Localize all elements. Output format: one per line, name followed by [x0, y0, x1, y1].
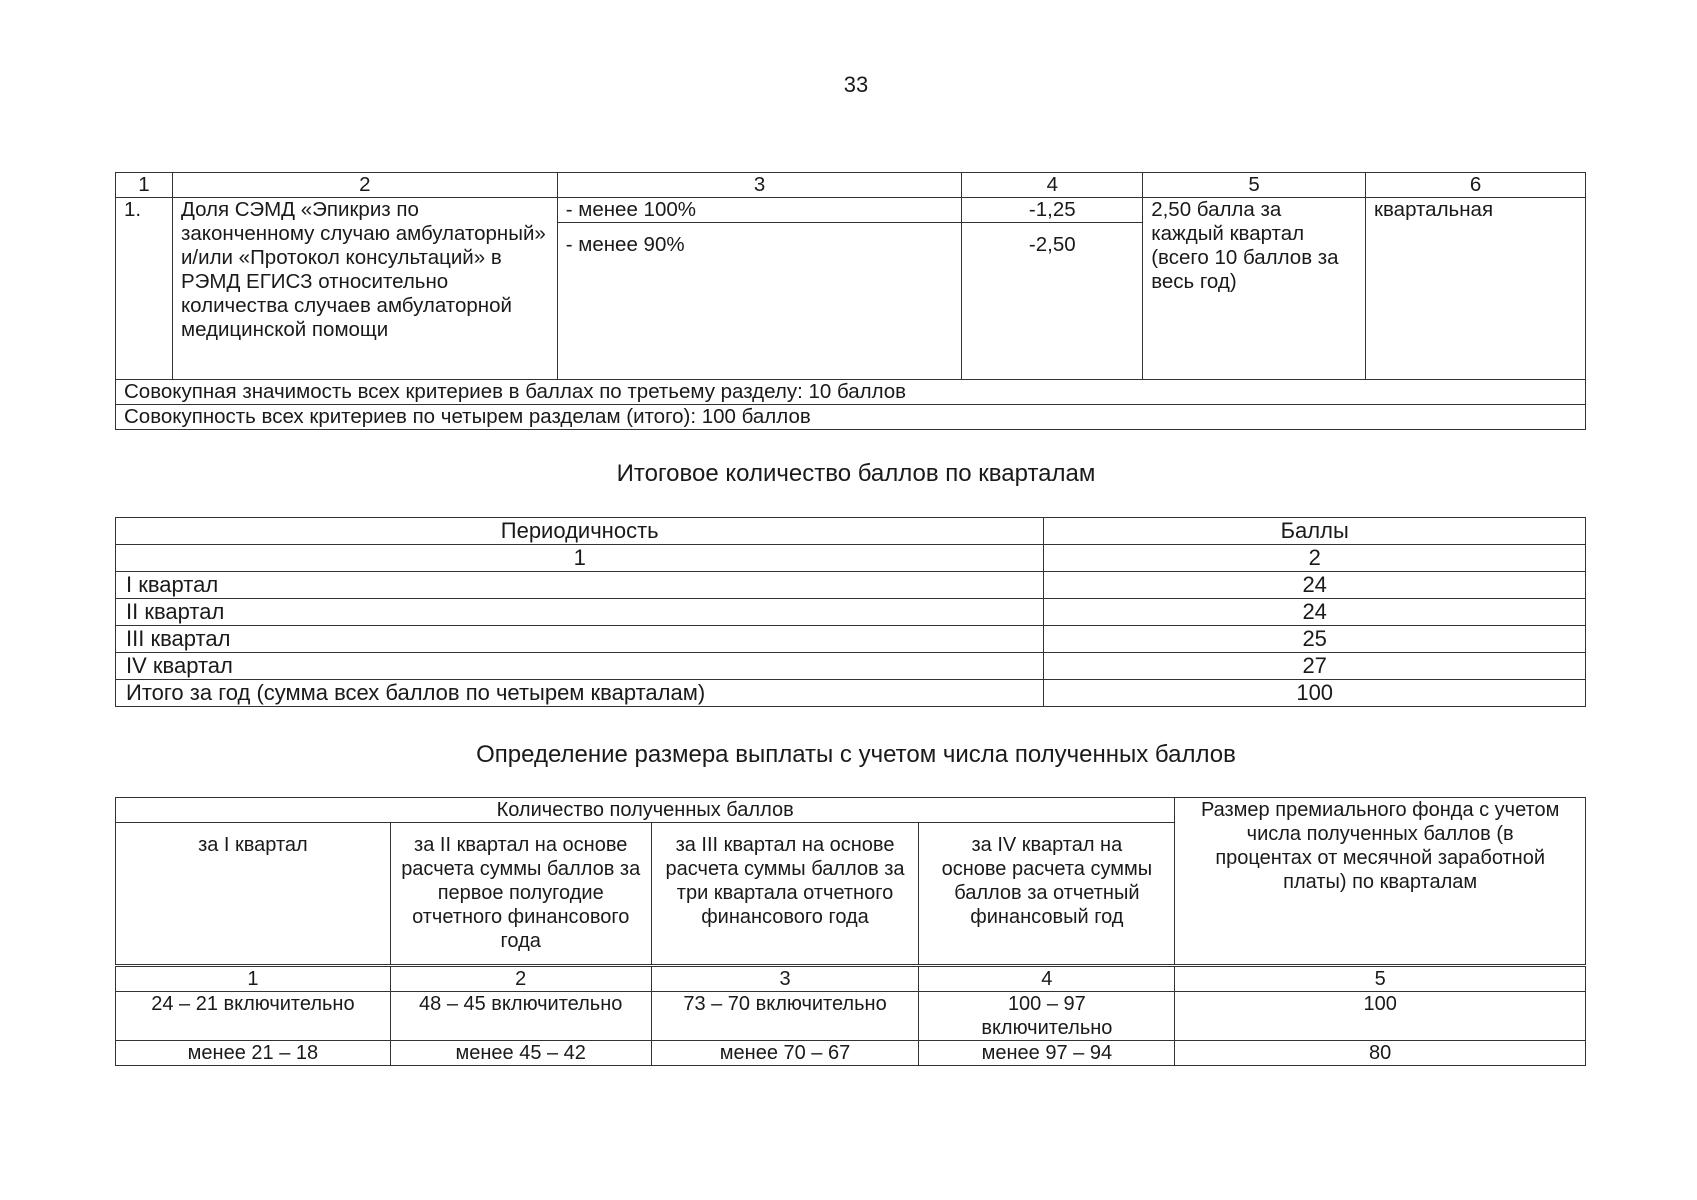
- column-number-row: [116, 966, 1586, 992]
- periodicity-header: Периодичность: [116, 518, 1044, 545]
- table-header-row: [116, 518, 1586, 545]
- summary-row: [116, 405, 1586, 430]
- table-row: [116, 992, 1586, 1041]
- col-number: 5: [1143, 173, 1366, 198]
- table-row: [116, 653, 1586, 680]
- quarterly-points-table: [115, 517, 1586, 707]
- col-number: 4: [919, 966, 1175, 992]
- quarter-label: I квартал: [116, 572, 1044, 599]
- col-number: 6: [1366, 173, 1586, 198]
- quarterly-points-title: Итоговое количество баллов по кварталам: [616, 460, 1096, 487]
- fund-percent: 80: [1175, 1041, 1586, 1066]
- table-row: [116, 626, 1586, 653]
- q4-range: менее 97 – 94: [919, 1041, 1175, 1066]
- payment-table: [115, 797, 1586, 1066]
- total-summary: Совокупность всех критериев по четырем разделам (итого): 100 баллов: [116, 405, 1586, 430]
- value-1: -1,25: [962, 198, 1142, 223]
- col-number: 3: [651, 966, 919, 992]
- quarter-label: II квартал: [116, 599, 1044, 626]
- value-cell: [962, 198, 1143, 380]
- col-number: 4: [962, 173, 1143, 198]
- col-number: 2: [1044, 545, 1586, 572]
- fund-size-header: Размер премиального фонда с учетом числа полученных баллов (в процентах от месячной заработной платы) по кварталам: [1175, 798, 1586, 966]
- row-number: 1.: [116, 198, 173, 380]
- q4-header: за IV квартал на основе расчета суммы баллов за отчетный финансовый год: [919, 823, 1175, 966]
- fund-percent: 100: [1175, 992, 1586, 1041]
- value-2: -2,50: [1028, 233, 1076, 256]
- quarter-points: 24: [1044, 572, 1586, 599]
- col-number: 3: [557, 173, 962, 198]
- q3-header: за III квартал на основе расчета суммы баллов за три квартала отчетного финансового года: [651, 823, 919, 966]
- q3-range: менее 70 – 67: [651, 1041, 919, 1066]
- table-row: [116, 572, 1586, 599]
- period-text: квартальная: [1366, 198, 1586, 380]
- criteria-table: [115, 172, 1586, 430]
- q1-range: менее 21 – 18: [116, 1041, 391, 1066]
- points-header: Баллы: [1044, 518, 1586, 545]
- criterion-text: Доля СЭМД «Эпикриз по законченному случаю амбулаторный» и/или «Протокол консультаций» в РЭМД ЕГИСЗ относительно количества случаев амбулаторной медицинской помощи: [172, 198, 557, 380]
- criteria-header-row: [116, 173, 1586, 198]
- table-row: [116, 599, 1586, 626]
- criteria-row: [116, 198, 1586, 380]
- q4-range: 100 – 97 включительно: [919, 992, 1175, 1041]
- col-number: 2: [390, 966, 651, 992]
- received-points-header: Количество полученных баллов: [116, 798, 1175, 823]
- col-number: 1: [116, 545, 1044, 572]
- q2-header: за II квартал на основе расчета суммы баллов за первое полугодие отчетного финансового года: [390, 823, 651, 966]
- quarter-points: 25: [1044, 626, 1586, 653]
- condition-1: - менее 100%: [558, 198, 962, 223]
- points-text: 2,50 балла за каждый квартал (всего 10 баллов за весь год): [1143, 198, 1366, 380]
- col-number: 1: [116, 966, 391, 992]
- table-row: [116, 680, 1586, 707]
- col-number: 5: [1175, 966, 1586, 992]
- section-summary: Совокупная значимость всех критериев в баллах по третьему разделу: 10 баллов: [116, 380, 1586, 405]
- quarter-label: III квартал: [116, 626, 1044, 653]
- q1-range: 24 – 21 включительно: [116, 992, 391, 1041]
- condition-2: - менее 90%: [565, 233, 685, 256]
- condition-cell: [557, 198, 962, 380]
- table-row: [116, 1041, 1586, 1066]
- total-label: Итого за год (сумма всех баллов по четырем кварталам): [116, 680, 1044, 707]
- page-number: 33: [843, 72, 869, 97]
- q2-range: 48 – 45 включительно: [390, 992, 651, 1041]
- q3-range: 73 – 70 включительно: [651, 992, 919, 1041]
- quarter-label: IV квартал: [116, 653, 1044, 680]
- col-number: 1: [116, 173, 173, 198]
- q1-header: за I квартал: [116, 823, 391, 966]
- quarter-points: 27: [1044, 653, 1586, 680]
- quarter-points: 24: [1044, 599, 1586, 626]
- payment-size-title: Определение размера выплаты с учетом числа полученных баллов: [476, 741, 1236, 768]
- q2-range: менее 45 – 42: [390, 1041, 651, 1066]
- col-number: 2: [172, 173, 557, 198]
- summary-row: [116, 380, 1586, 405]
- column-number-row: [116, 545, 1586, 572]
- total-points: 100: [1044, 680, 1586, 707]
- group-header-row: [116, 798, 1586, 823]
